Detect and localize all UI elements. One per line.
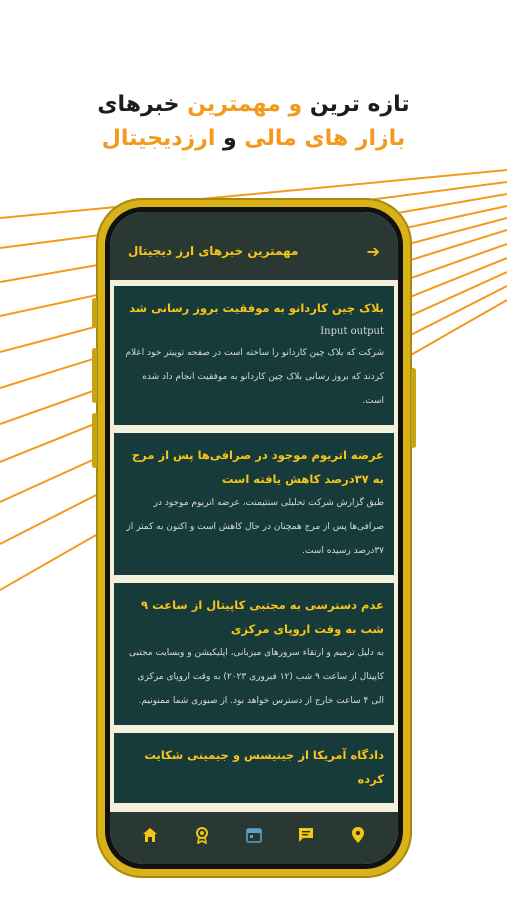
app-bar (110, 212, 398, 280)
news-title: بلاک چین کاردانو به موفقیت بروز رسانی شد (129, 301, 384, 315)
location-pin-icon[interactable] (347, 824, 369, 846)
phone-side-button (92, 348, 97, 403)
headline-text: تازه ترین (309, 92, 410, 117)
award-icon[interactable] (191, 824, 213, 846)
calendar-icon[interactable] (243, 824, 265, 846)
news-body: طبق گزارش شرکت تحلیلی سنتیمنت، عرضه اتریوم موجود در صرافی‌ها پس از مرج همچنان در حال کاهش است و اکنون به کمتر از ۳۷درصد رسیده است. (126, 498, 384, 556)
news-card[interactable] (114, 583, 394, 725)
news-card[interactable] (114, 286, 394, 425)
phone-frame (96, 198, 412, 878)
news-list[interactable] (110, 286, 398, 806)
headline-text: خبرهای (97, 92, 180, 117)
news-title: عرضه اتریوم موجود در صرافی‌ها پس از مرج به ۳۷درصد کاهش یافته است (131, 448, 384, 486)
news-card[interactable] (114, 433, 394, 575)
news-source: Input output (320, 326, 384, 337)
headline-text: بازار های مالی (244, 126, 406, 151)
page-title: مهمترین خبرهای ارز دیجیتال (128, 244, 299, 258)
app-screen (110, 212, 398, 864)
phone-side-button (92, 413, 97, 468)
phone-side-button (92, 298, 97, 328)
headline-text: ارزدیجیتال (101, 126, 216, 151)
phone-bezel (105, 207, 403, 869)
bottom-navigation (110, 812, 398, 864)
headline-text: و (223, 126, 237, 151)
news-body: شرکت که بلاک چین کاردانو را ساخته است در صفحه توییتر خود اعلام کردند که بروز رسانی بلاک چین کاردانو به موفقیت انجام داد شده است. (125, 348, 384, 406)
home-icon[interactable] (139, 824, 161, 846)
news-body: به دلیل ترمیم و ارتقاء سرورهای میزبانی، اپلیکیشن و وبسایت مجتبی کاپیتال از ساعت ۹ شب (۱۲ فبروری ۲۰۲۳) به وقت اروپای مرکزی الی ۴ ساعت خارج از دسترس خواهد بود. از صبوری شما ممنونیم. (129, 648, 384, 706)
news-title: دادگاه آمریکا از جینیسس و جیمینی شکایت کرده (144, 748, 384, 786)
headline-text: و مهمترین (187, 92, 303, 117)
arrow-right-icon[interactable]: ➔ (366, 241, 380, 261)
news-card[interactable] (114, 733, 394, 803)
phone-side-button (411, 368, 416, 448)
chat-icon[interactable] (295, 824, 317, 846)
news-title: عدم دسترسی به مجتبی کاپیتال از ساعت ۹ شب به وقت اروپای مرکزی (141, 598, 384, 636)
